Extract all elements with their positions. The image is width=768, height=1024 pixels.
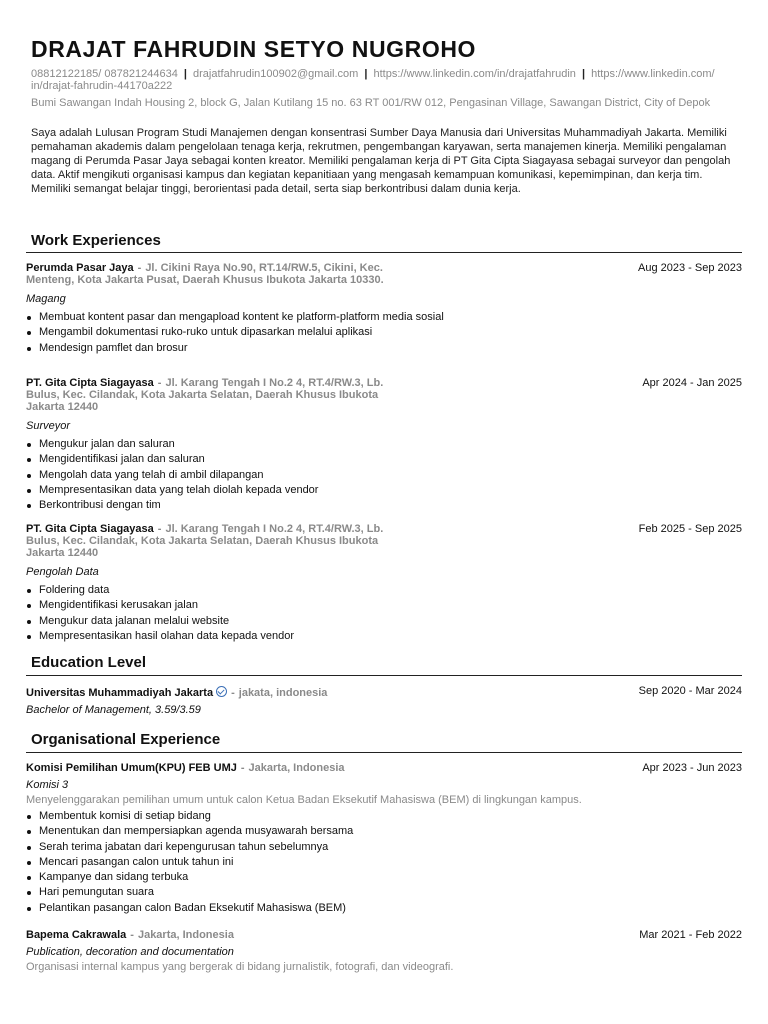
organisation-name: Komisi Pemilihan Umum(KPU) FEB UMJ bbox=[26, 762, 237, 774]
list-item: Pelantikan pasangan calon Badan Eksekutif Mahasiswa (BEM) bbox=[26, 901, 742, 916]
linkedin-link-2[interactable]: https://www.linkedin.com/ in/drajat-fahrudin-44170a222 bbox=[31, 68, 715, 92]
list-item: Membentuk komisi di setiap bidang bbox=[26, 809, 742, 824]
dash-separator: - bbox=[157, 523, 162, 535]
work-entry bbox=[26, 262, 742, 356]
entry-header bbox=[26, 929, 742, 941]
list-item: Mempresentasikan hasil olahan data kepada vendor bbox=[26, 629, 742, 644]
dash-separator: - bbox=[240, 762, 245, 774]
employment-dates: Aug 2023 - Sep 2023 bbox=[638, 262, 742, 274]
organisation-entry bbox=[26, 929, 742, 973]
list-item: Serah terima jabatan dari kepengurusan tahun sebelumnya bbox=[26, 840, 742, 855]
entry-header bbox=[26, 762, 742, 774]
section-title-organisation: Organisational Experience bbox=[31, 731, 221, 748]
responsibility-list bbox=[26, 310, 742, 356]
membership-dates: Apr 2023 - Jun 2023 bbox=[642, 762, 742, 774]
entry-header bbox=[26, 377, 742, 413]
position-title: Publication, decoration and documentation bbox=[26, 946, 234, 958]
list-item: Mengukur data jalanan melalui website bbox=[26, 614, 742, 629]
list-item: Mendesign pamflet dan brosur bbox=[26, 341, 742, 356]
position-title: Komisi 3 bbox=[26, 779, 69, 791]
employer-location: Jl. Karang Tengah I No.2 4, RT.4/RW.3, Lb. Bulus, Kec. Cilandak, Kota Jakarta Selatan, Daerah Khusus Ibukota Jakarta 12440 bbox=[26, 523, 384, 559]
work-entry bbox=[26, 377, 742, 513]
contact-line bbox=[31, 68, 741, 92]
address: Bumi Sawangan Indah Housing 2, block G, Jalan Kutilang 15 no. 63 RT 001/RW 012, Pengasinan Village, Sawangan District, City of Depok bbox=[31, 97, 711, 109]
organisation-name: Bapema Cakrawala bbox=[26, 929, 127, 941]
list-item: Membuat kontent pasar dan mengapload kontent ke platform-platform media sosial bbox=[26, 310, 742, 325]
dash-separator: - bbox=[130, 929, 134, 941]
entry-header bbox=[26, 685, 742, 699]
list-item: Berkontribusi dengan tim bbox=[26, 498, 742, 513]
institution-name: Universitas Muhammadiyah Jakarta bbox=[26, 687, 214, 699]
employer-location: Jl. Karang Tengah I No.2 4, RT.4/RW.3, Lb. Bulus, Kec. Cilandak, Kota Jakarta Selatan, Daerah Khusus Ibukota Jakarta 12440 bbox=[26, 377, 384, 413]
employment-dates: Apr 2024 - Jan 2025 bbox=[642, 377, 742, 389]
membership-dates: Mar 2021 - Feb 2022 bbox=[639, 929, 742, 941]
dash-separator: - bbox=[157, 377, 162, 389]
study-dates: Sep 2020 - Mar 2024 bbox=[638, 685, 742, 697]
list-item: Hari pemungutan suara bbox=[26, 885, 742, 900]
employer-name: PT. Gita Cipta Siagayasa bbox=[26, 523, 154, 535]
separator: | bbox=[581, 68, 586, 80]
organisation-description: Organisasi internal kampus yang bergerak di bidang jurnalistik, fotografi, dan videografi. bbox=[26, 961, 454, 973]
verified-check-icon bbox=[216, 686, 227, 697]
list-item: Kampanye dan sidang terbuka bbox=[26, 870, 742, 885]
section-divider bbox=[26, 675, 742, 676]
organisation-entry bbox=[26, 762, 742, 916]
entry-header bbox=[26, 523, 742, 559]
education-entry bbox=[26, 685, 742, 716]
dash-separator: - bbox=[231, 687, 235, 699]
email-link[interactable]: drajatfahrudin100902@gmail.com bbox=[193, 68, 359, 80]
dash-separator: - bbox=[137, 262, 142, 274]
separator: | bbox=[364, 68, 368, 80]
list-item: Mencari pasangan calon untuk tahun ini bbox=[26, 855, 742, 870]
responsibility-list bbox=[26, 809, 742, 916]
list-item: Foldering data bbox=[26, 583, 742, 598]
separator: | bbox=[183, 68, 187, 80]
list-item: Mengolah data yang telah di ambil dilapangan bbox=[26, 468, 742, 483]
entry-header bbox=[26, 262, 742, 286]
linkedin-link-1[interactable]: https://www.linkedin.com/in/drajatfahrudin bbox=[373, 68, 576, 80]
list-item: Mengambil dokumentasi ruko-ruko untuk dipasarkan melalui aplikasi bbox=[26, 325, 742, 340]
list-item: Menentukan dan mempersiapkan agenda musyawarah bersama bbox=[26, 824, 742, 839]
section-title-work: Work Experiences bbox=[31, 232, 161, 249]
candidate-name: DRAJAT FAHRUDIN SETYO NUGROHO bbox=[31, 36, 477, 62]
job-title: Magang bbox=[26, 293, 66, 305]
organisation-location: Jakarta, Indonesia bbox=[248, 762, 345, 774]
phone-numbers: 08812122185/ 087821244634 bbox=[31, 68, 178, 80]
organisation-location: Jakarta, Indonesia bbox=[137, 929, 234, 941]
section-title-education: Education Level bbox=[31, 654, 147, 671]
responsibility-list bbox=[26, 583, 742, 644]
institution-location: jakata, indonesia bbox=[238, 687, 328, 699]
employer-name: Perumda Pasar Jaya bbox=[26, 262, 134, 274]
job-title: Pengolah Data bbox=[26, 566, 99, 578]
employer-location: Jl. Cikini Raya No.90, RT.14/RW.5, Cikini, Kec. Menteng, Kota Jakarta Pusat, Daerah Khusus Ibukota Jakarta 10330. bbox=[26, 262, 384, 286]
list-item: Mempresentasikan data yang telah diolah kepada vendor bbox=[26, 483, 742, 498]
organisation-description: Menyelenggarakan pemilihan umum untuk calon Ketua Badan Eksekutif Mahasiswa (BEM) di lingkungan kampus. bbox=[26, 794, 582, 806]
section-divider bbox=[26, 252, 742, 253]
degree: Bachelor of Management, 3.59/3.59 bbox=[26, 704, 201, 716]
employer-name: PT. Gita Cipta Siagayasa bbox=[26, 377, 154, 389]
job-title: Surveyor bbox=[26, 420, 71, 432]
list-item: Mengukur jalan dan saluran bbox=[26, 437, 742, 452]
employment-dates: Feb 2025 - Sep 2025 bbox=[638, 523, 742, 535]
work-entry bbox=[26, 523, 742, 644]
responsibility-list bbox=[26, 437, 742, 513]
section-divider bbox=[26, 752, 742, 753]
profile-summary: Saya adalah Lulusan Program Studi Manajemen dengan konsentrasi Sumber Daya Manusia dari Universitas Muhammadiyah Jakarta. Memiliki pemahaman akademis dalam pengelolaan tenaga kerja, rekrutmen, pengembangan karyawan, serta manajemen kinerja. Memiliki pengalaman magang di Perumda Pasar Jaya sebagai konten kreator. Memiliki pengalaman kerja di PT Gita Cipta Siagayasa sebagai surveyor dan pengolah data. Aktif mengikuti organisasi kampus dan kegiatan kepanitiaan yang mengasah kemampuan komunikasi, kepemimpinan, dan kerja tim. Memiliki semangat belajar tinggi, berorientasi pada detail, serta siap berkontribusi dalam dunia kerja. bbox=[31, 127, 731, 195]
list-item: Mengidentifikasi kerusakan jalan bbox=[26, 598, 742, 613]
list-item: Mengidentifikasi jalan dan saluran bbox=[26, 452, 742, 467]
